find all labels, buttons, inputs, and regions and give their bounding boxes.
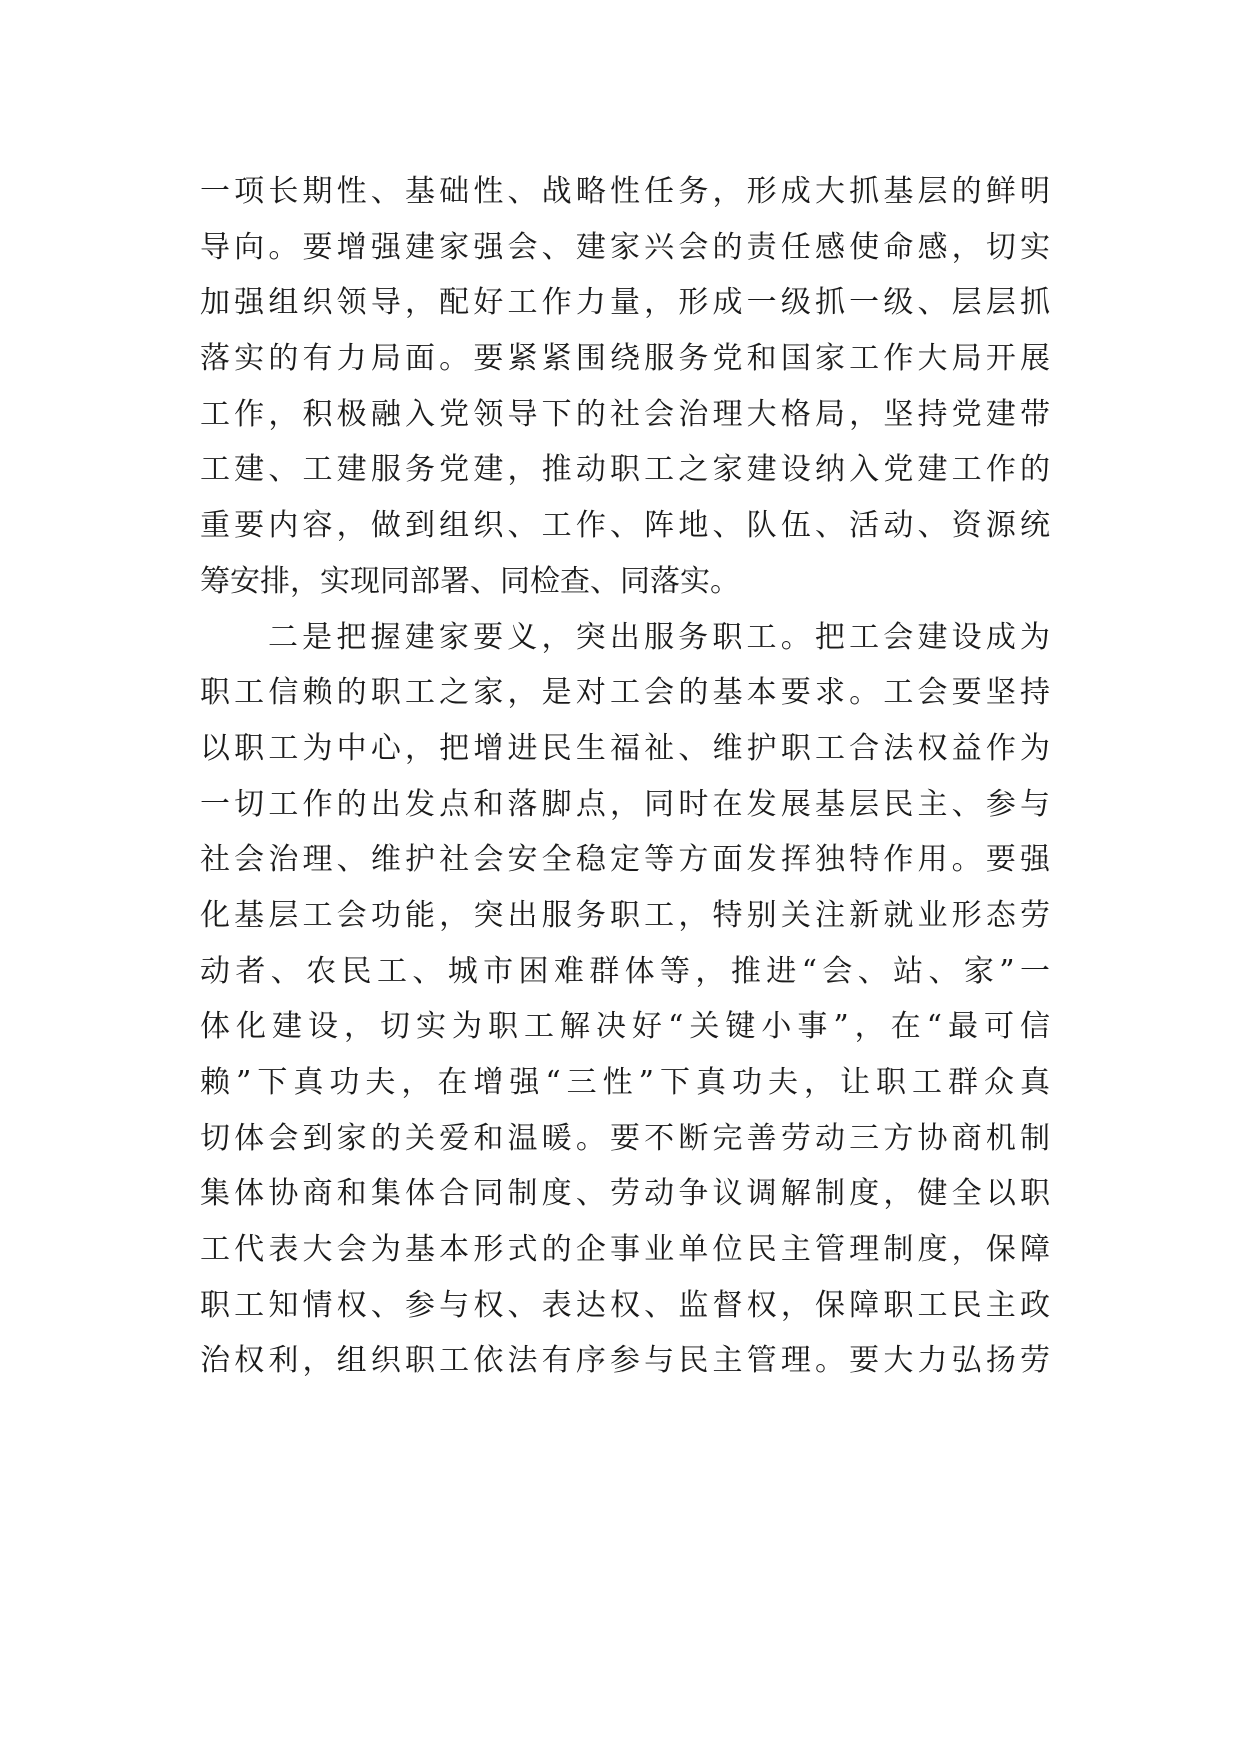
text-line: 加强组织领导，配好工作力量，形成一级抓一级、层层抓: [200, 285, 1050, 321]
text-line: 社会治理、维护社会安全稳定等方面发挥独特作用。要强: [200, 842, 1050, 878]
text-line: 赖”下真功夫，在增强“三性”下真功夫，让职工群众真: [200, 1065, 1050, 1100]
paragraph-continuation: [200, 164, 1050, 610]
text-line: 职工知情权、参与权、表达权、监督权，保障职工民主政: [200, 1287, 1050, 1323]
paragraph-serve-workers: [200, 610, 1050, 1390]
text-line: 动者、农民工、城市困难群体等，推进“会、站、家”一: [200, 953, 1050, 989]
text-line: 一切工作的出发点和落脚点，同时在发展基层民主、参与: [200, 786, 1050, 822]
text-line: 集体协商和集体合同制度、劳动争议调解制度，健全以职: [200, 1176, 1050, 1212]
text-line: 工建、工建服务党建，推动职工之家建设纳入党建工作的: [200, 452, 1050, 488]
text-line: 落实的有力局面。要紧紧围绕服务党和国家工作大局开展: [200, 341, 1050, 377]
text-line: 治权利，组织职工依法有序参与民主管理。要大力弘扬劳: [200, 1343, 1050, 1379]
text-line: 工作，积极融入党领导下的社会治理大格局，坚持党建带: [200, 396, 1050, 432]
text-line: 筹安排，实现同部署、同检查、同落实。: [200, 563, 740, 599]
text-line: 切体会到家的关爱和温暖。要不断完善劳动三方协商机制: [200, 1120, 1050, 1156]
text-line: 二是把握建家要义，突出服务职工。把工会建设成为: [268, 619, 1050, 655]
text-line: 化基层工会功能，突出服务职工，特别关注新就业形态劳: [200, 897, 1050, 933]
text-line: 导向。要增强建家强会、建家兴会的责任感使命感，切实: [200, 229, 1050, 265]
document-body: [200, 164, 1050, 1389]
text-line: 职工信赖的职工之家，是对工会的基本要求。工会要坚持: [200, 675, 1050, 711]
text-line: 一项长期性、基础性、战略性任务，形成大抓基层的鲜明: [200, 174, 1050, 209]
text-line: 工代表大会为基本形式的企事业单位民主管理制度，保障: [200, 1232, 1050, 1268]
text-line: 重要内容，做到组织、工作、阵地、队伍、活动、资源统: [200, 508, 1050, 544]
text-line: 以职工为中心，把增进民生福祉、维护职工合法权益作为: [200, 730, 1050, 766]
text-line: 体化建设，切实为职工解决好“关键小事”，在“最可信: [200, 1009, 1050, 1045]
